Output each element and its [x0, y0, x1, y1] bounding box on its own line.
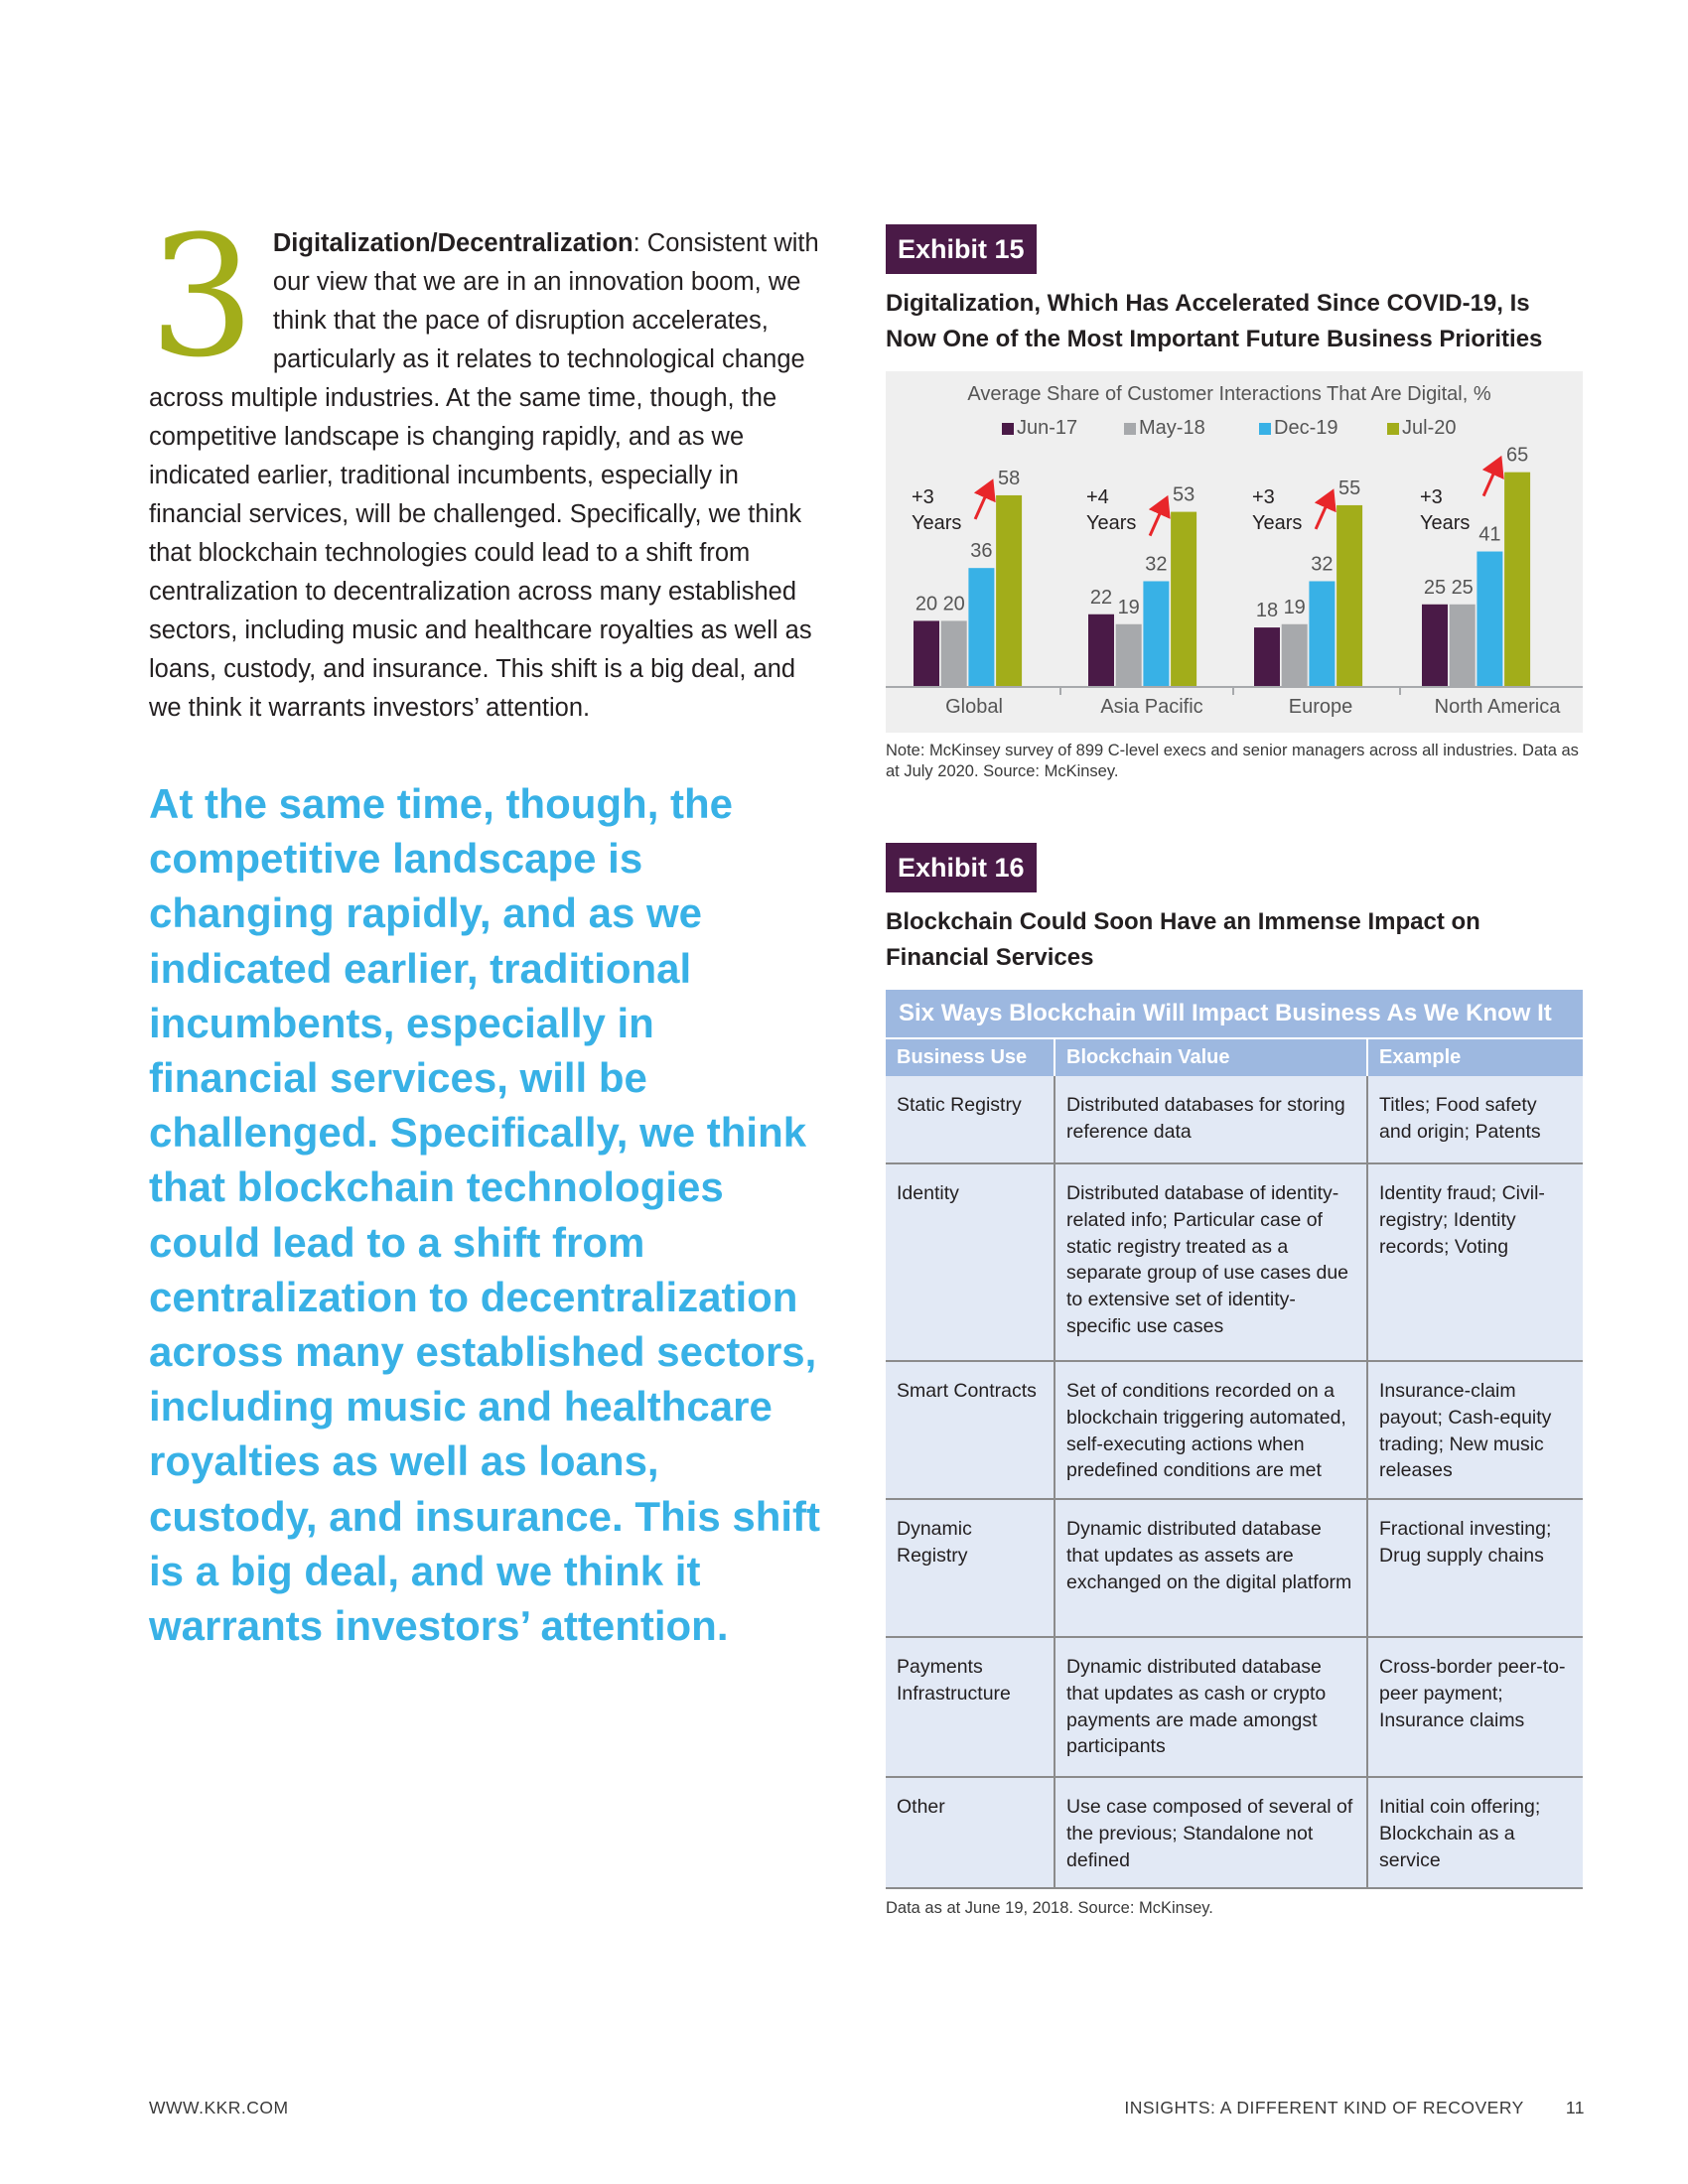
example-cell: Insurance-claim payout; Cash-equity trading; New music releases [1367, 1361, 1583, 1499]
chart-title: Average Share of Customer Interactions That Are Digital, % [967, 383, 1491, 405]
blockchain-value-cell: Use case composed of several of the previous; Standalone not defined [1055, 1777, 1367, 1888]
growth-arrow [1150, 498, 1167, 536]
footer-right [1124, 2098, 1585, 2118]
exhibit-15 [886, 224, 1583, 782]
exhibit-16-note: Data as at June 19, 2018. Source: McKinsey. [886, 1899, 1213, 1917]
bar-asia-pacific-jun-17 [1088, 614, 1114, 687]
exhibit-16-label: Exhibit 16 [886, 843, 1037, 892]
bar-europe-dec-19 [1309, 581, 1335, 687]
column-header-blockchain-value: Blockchain Value [1055, 1038, 1367, 1076]
bar-global-jun-17 [914, 620, 939, 687]
bar-europe-jun-17 [1254, 627, 1280, 687]
legend-label: Jun-17 [1017, 417, 1078, 439]
business-use-cell: Dynamic Registry [886, 1499, 1055, 1637]
section-heading: Digitalization/Decentralization [272, 229, 633, 257]
bar-global-may-18 [941, 620, 967, 687]
value-label: 25 [1423, 576, 1447, 599]
growth-arrow [975, 481, 992, 519]
exhibit-16-title: Blockchain Could Soon Have an Immense Impact on Financial Services [886, 908, 1480, 971]
intro-section [149, 200, 824, 728]
section-text: Consistent with our view that we are in an innovation boom, we think that the pace of disruption accelerates, particularly as it relates to technological change across multiple industries. At the same time, though, the competitive landscape is changing rapidly, and as we indicated earlier, traditional incumbents, especially in financial services, will be challenged. Specifically, we think that blockchain technologies could lead to a shift from centralization to decentralization across many established sectors, including music and healthcare royalties as well as loans, custody, and insurance. This shift is a big deal, and we think it warrants investors’ attention. [149, 229, 819, 722]
legend-label: Jul-20 [1402, 417, 1457, 439]
example-cell: Identity fraud; Civil-registry; Identity records; Voting [1367, 1163, 1583, 1361]
bar-europe-jul-20 [1336, 505, 1362, 687]
exhibit-15-note: Note: McKinsey survey of 899 C-level execs and senior managers across all industries. Data as at July 2020. Source: McKinsey. [886, 742, 1579, 780]
value-label: 20 [914, 593, 938, 615]
exhibit-15-title: Digitalization, Which Has Accelerated Since COVID-19, Is Now One of the Most Important Future Business Priorities [886, 290, 1543, 352]
annotation-unit: Years [1086, 512, 1137, 534]
value-label: 25 [1451, 576, 1474, 599]
example-cell: Titles; Food safety and origin; Patents [1367, 1076, 1583, 1163]
table-row [886, 1499, 1583, 1637]
bar-europe-may-18 [1282, 624, 1308, 687]
table-row [886, 1361, 1583, 1499]
example-cell: Initial coin offering; Blockchain as a service [1367, 1777, 1583, 1888]
footer-publication: INSIGHTS: A DIFFERENT KIND OF RECOVERY [1124, 2098, 1524, 2117]
bar-north-america-dec-19 [1477, 552, 1502, 687]
example-cell: Cross-border peer-to-peer payment; Insurance claims [1367, 1637, 1583, 1777]
table-caption: Six Ways Blockchain Will Impact Business As We Know It [886, 990, 1583, 1038]
table-row [886, 1637, 1583, 1777]
legend-swatch-dec-19 [1259, 423, 1271, 435]
page-number: 11 [1565, 2098, 1585, 2117]
annotation-amount: +3 [1252, 486, 1275, 508]
value-label: 55 [1337, 477, 1361, 499]
blockchain-value-cell: Distributed databases for storing reference data [1055, 1076, 1367, 1163]
value-label: 19 [1117, 596, 1140, 618]
chart-canvas [886, 371, 1583, 733]
business-use-cell: Payments Infrastructure [886, 1637, 1055, 1777]
section-heading-colon: : [633, 229, 640, 257]
annotation-amount: +3 [912, 486, 934, 508]
value-label: 20 [942, 593, 965, 615]
blockchain-value-cell: Dynamic distributed database that updates as assets are exchanged on the digital platform [1055, 1499, 1367, 1637]
bar-north-america-may-18 [1450, 605, 1476, 687]
annotation-unit: Years [912, 512, 962, 534]
blockchain-value-cell: Dynamic distributed database that updates as cash or crypto payments are made amongst participants [1055, 1637, 1367, 1777]
legend-swatch-jul-20 [1387, 423, 1399, 435]
value-label: 32 [1311, 553, 1334, 576]
category-label: Asia Pacific [1100, 696, 1203, 718]
growth-arrow [1316, 491, 1333, 529]
bar-north-america-jul-20 [1504, 473, 1530, 687]
pull-quote: At the same time, though, the competitive landscape is changing rapidly, and as we indicated earlier, traditional incumbents, especially in financial services, will be challenged. Specifically, we think that blockchain technologies could lead to a shift from centralization to decentralization across many established sectors, including music and healthcare royalties as well as loans, custody, and insurance. This shift is a big deal, and we think it warrants investors’ attention. [149, 780, 820, 1650]
bar-asia-pacific-may-18 [1116, 624, 1142, 687]
category-label: North America [1434, 696, 1561, 718]
value-label: 36 [970, 540, 993, 563]
value-label: 18 [1255, 600, 1279, 622]
growth-arrow [1483, 459, 1500, 496]
section-number: 3 [149, 200, 255, 394]
category-label: Europe [1288, 696, 1353, 718]
value-label: 41 [1478, 523, 1501, 546]
bar-global-jul-20 [996, 495, 1022, 687]
business-use-cell: Identity [886, 1163, 1055, 1361]
business-use-cell: Other [886, 1777, 1055, 1888]
value-label: 53 [1172, 483, 1196, 506]
category-label: Global [945, 696, 1003, 718]
exhibit-15-label: Exhibit 15 [886, 224, 1037, 274]
value-label: 19 [1283, 596, 1306, 618]
table-row [886, 1777, 1583, 1888]
value-label: 58 [997, 467, 1021, 489]
table-row [886, 1076, 1583, 1163]
legend-label: Dec-19 [1274, 417, 1338, 439]
blockchain-table [886, 990, 1583, 1889]
exhibit-16 [886, 843, 1583, 1918]
annotation-amount: +4 [1086, 486, 1109, 508]
legend-swatch-jun-17 [1002, 423, 1014, 435]
column-header-example: Example [1367, 1038, 1583, 1076]
footer-website: WWW.KKR.COM [149, 2098, 289, 2117]
annotation-amount: +3 [1420, 486, 1443, 508]
bar-asia-pacific-dec-19 [1143, 581, 1169, 687]
digital-interactions-chart [886, 371, 1583, 733]
annotation-unit: Years [1252, 512, 1303, 534]
column-header-business-use: Business Use [886, 1038, 1055, 1076]
annotation-unit: Years [1420, 512, 1471, 534]
legend-swatch-may-18 [1124, 423, 1136, 435]
example-cell: Fractional investing; Drug supply chains [1367, 1499, 1583, 1637]
section-body [149, 200, 824, 728]
legend-label: May-18 [1139, 417, 1205, 439]
bar-north-america-jun-17 [1422, 605, 1448, 687]
chart-legend [1002, 417, 1456, 439]
chart-bars [912, 445, 1530, 687]
business-use-cell: Static Registry [886, 1076, 1055, 1163]
blockchain-value-cell: Distributed database of identity-related info; Particular case of static registry treated as a separate group of use cases due to extensive set of identity-specific use cases [1055, 1163, 1367, 1361]
chart-x-axis [886, 687, 1583, 718]
blockchain-value-cell: Set of conditions recorded on a blockchain triggering automated, self-executing actions when predefined conditions are met [1055, 1361, 1367, 1499]
bar-global-dec-19 [968, 568, 994, 687]
business-use-cell: Smart Contracts [886, 1361, 1055, 1499]
bar-asia-pacific-jul-20 [1171, 512, 1196, 687]
value-label: 65 [1505, 444, 1529, 467]
table-row [886, 1163, 1583, 1361]
value-label: 22 [1089, 586, 1113, 609]
value-label: 32 [1145, 553, 1168, 576]
